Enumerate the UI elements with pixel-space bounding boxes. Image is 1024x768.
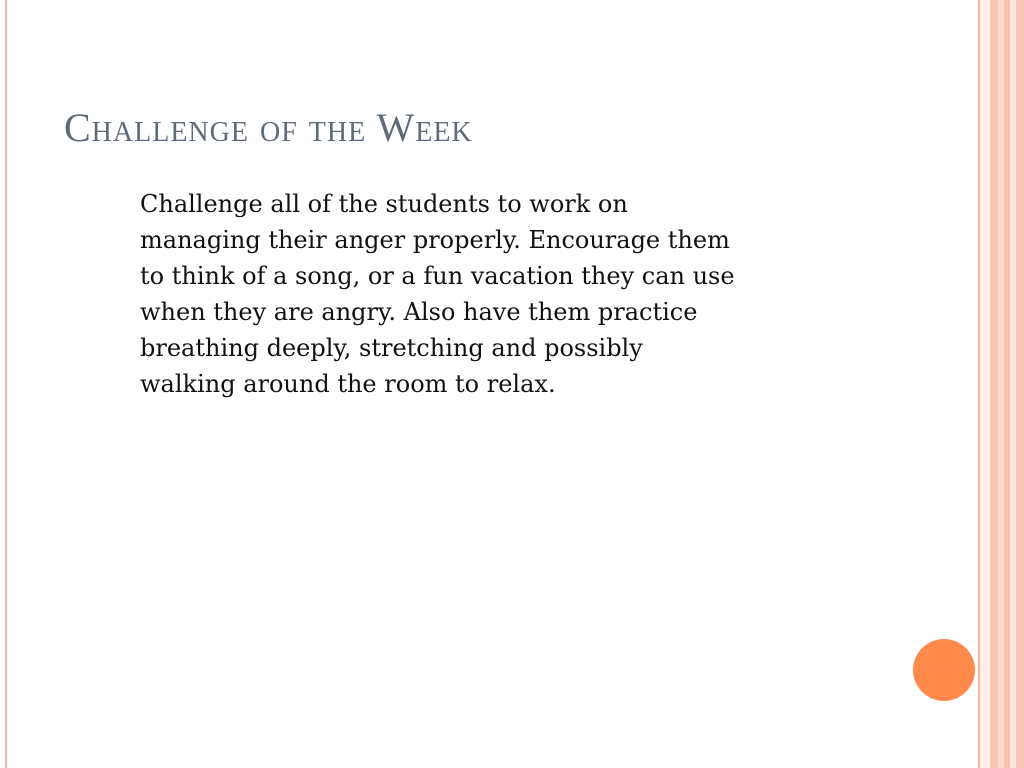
decorative-circle bbox=[913, 639, 975, 701]
stripe bbox=[1016, 0, 1024, 768]
slide-body-text: Challenge all of the students to work on managing their anger properly. Encourage them to think of a song, or a fun vacation they can use when they are angry. Also have them practice breathing deeply, stretching and possibly walking around the room to relax. bbox=[140, 190, 735, 398]
right-decorative-stripes bbox=[978, 0, 1024, 768]
left-border-line bbox=[5, 0, 7, 768]
stripe bbox=[980, 0, 990, 768]
stripe bbox=[990, 0, 998, 768]
slide-title: Challenge of the Week bbox=[64, 105, 473, 150]
